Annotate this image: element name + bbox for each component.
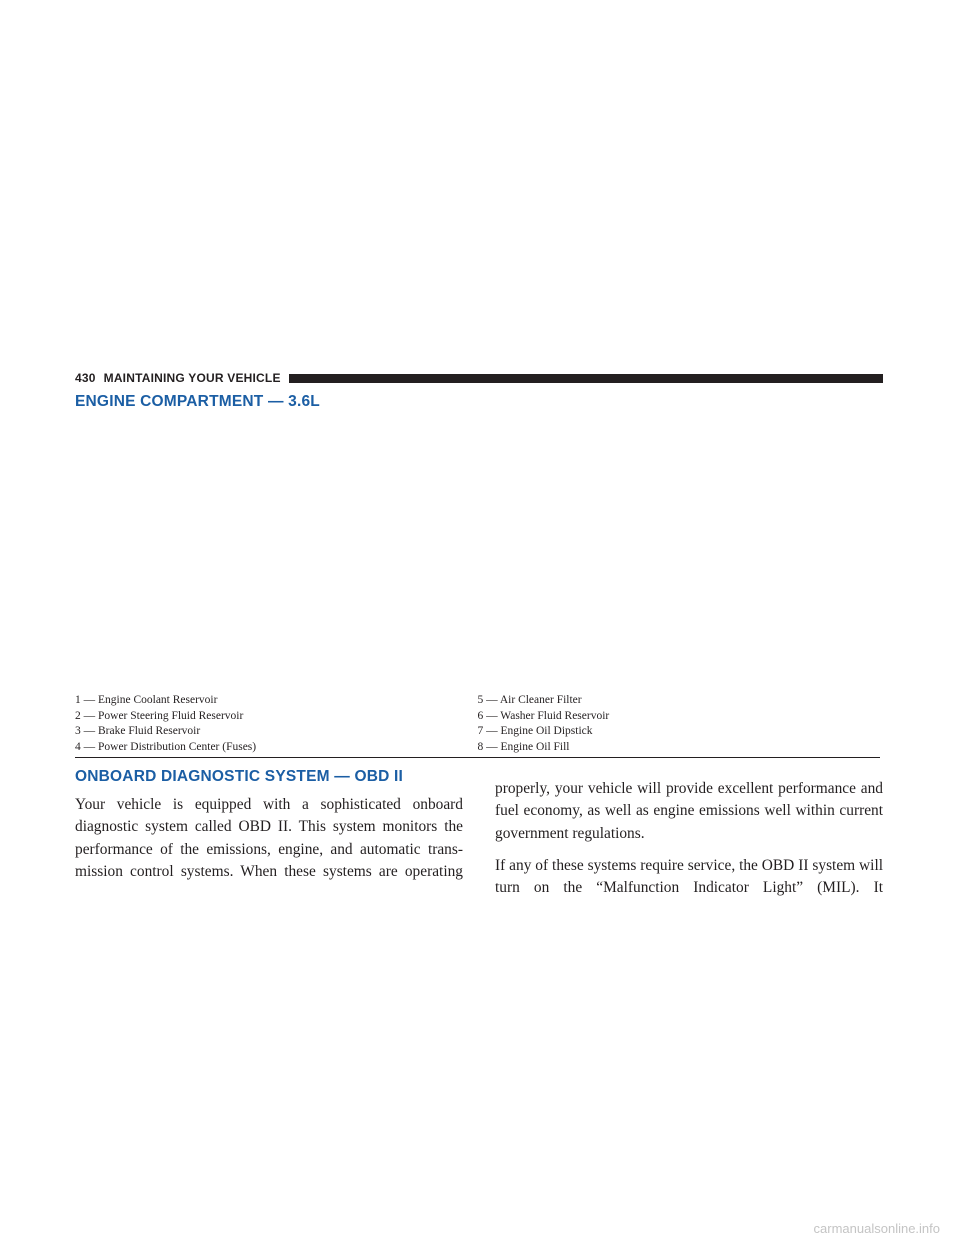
watermark-text: carmanualsonline.info [813, 1220, 940, 1236]
legend-item: 3 — Brake Fluid Reservoir [75, 725, 201, 737]
obd-paragraph-2: properly, your vehicle will provide excellent performance and fuel economy, as well as engine emissions well within current government regulations. [495, 780, 883, 842]
legend-item: 8 — Engine Oil Fill [477, 740, 570, 753]
text-column-left [75, 768, 463, 893]
legend-item: 4 — Power Distribution Center (Fuses) [75, 740, 257, 753]
section-name: MAINTAINING YOUR VEHICLE [103, 371, 281, 385]
watermark-footer [0, 1214, 960, 1242]
legend-item: 2 — Power Steering Fluid Reservoir [75, 709, 244, 722]
legend-item: 7 — Engine Oil Dipstick [477, 725, 593, 737]
page-number: 430 [75, 371, 96, 385]
figure-legend [75, 693, 880, 758]
legend-column-left [75, 693, 478, 755]
obd-paragraph-3: If any of these systems require service, the OBD II system will turn on the “Malfunction Indicator Light” (MIL). It [495, 856, 883, 897]
obd-paragraph-1: Your vehicle is equipped with a sophisticated onboard diagnostic system called OBD II. This system monitors the performance of the emissions, engine, and automatic trans-mission control systems. When these systems are operating [75, 796, 463, 880]
header-rule [289, 374, 883, 383]
legend-item: 1 — Engine Coolant Reservoir [75, 694, 218, 706]
legend-item: 5 — Air Cleaner Filter [477, 694, 582, 706]
obd-heading: ONBOARD DIAGNOSTIC SYSTEM — OBD II [75, 768, 404, 785]
legend-item: 6 — Washer Fluid Reservoir [477, 709, 610, 722]
engine-figure-area [75, 420, 883, 690]
page-header [75, 371, 883, 385]
page-title: ENGINE COMPARTMENT — 3.6L [75, 393, 320, 410]
text-column-right [495, 778, 883, 909]
legend-column-right [478, 693, 881, 755]
